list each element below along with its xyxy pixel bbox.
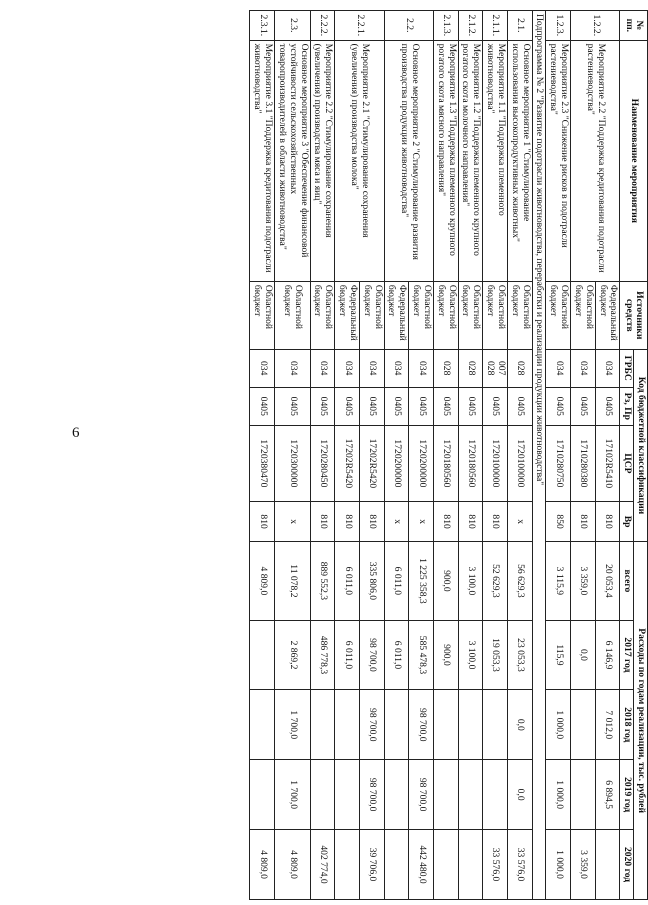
- row-2018: [335, 690, 360, 760]
- row-total: 3 359,0: [571, 542, 596, 620]
- row-rzpr: 0405: [433, 387, 458, 425]
- row-total: 20 053,4: [595, 542, 620, 620]
- row-source: Областной бюджет: [275, 281, 310, 349]
- row-source: Областной бюджет: [310, 281, 335, 349]
- row-grbs: 034: [275, 349, 310, 387]
- header-csr: ЦСР: [620, 425, 634, 501]
- row-2019: [250, 760, 275, 830]
- row-2019: [571, 760, 596, 830]
- row-source: Областной бюджет: [458, 281, 483, 349]
- row-rzpr: 0405: [335, 387, 360, 425]
- row-grbs: 034: [250, 349, 275, 387]
- row-csr: 1710280750: [546, 425, 571, 501]
- row-name: Мероприятие 2.2 "Стимулирование сохранения (увеличения) производства мяса и яиц": [310, 40, 335, 281]
- row-grbs: 034: [571, 349, 596, 387]
- row-2018: 0,0: [507, 690, 532, 760]
- header-2017: 2017 год: [620, 620, 634, 690]
- table-body-a: [546, 11, 620, 900]
- row-grbs: 028: [507, 349, 532, 387]
- row-2017: 6 146,9: [595, 620, 620, 690]
- row-total: 3 100,0: [458, 542, 483, 620]
- row-number: 2.3.: [275, 11, 310, 41]
- budget-table: [250, 10, 648, 900]
- table-row: [595, 11, 620, 900]
- page-number: 6: [72, 425, 80, 441]
- row-2017: 3 100,0: [458, 620, 483, 690]
- row-total: 900,0: [433, 542, 458, 620]
- row-grbs: 028: [433, 349, 458, 387]
- row-2020: 402 774,0: [310, 830, 335, 900]
- row-csr: 17202R5420: [359, 425, 384, 501]
- row-vr: 810: [433, 502, 458, 542]
- row-name: Основное мероприятие 3 "Обеспечение финансовой устойчивости сельскохозяйственных товаропроизводителей в области животноводства": [275, 40, 310, 281]
- row-number: 2.1.1.: [483, 11, 508, 41]
- row-rzpr: 0405: [250, 387, 275, 425]
- row-csr: 1720300000: [275, 425, 310, 501]
- row-source: Областной бюджет: [359, 281, 384, 349]
- row-2019: 1 700,0: [275, 760, 310, 830]
- row-2020: [384, 830, 409, 900]
- row-number: 2.1.: [507, 11, 532, 41]
- row-grbs: 034: [359, 349, 384, 387]
- table-row: [507, 11, 532, 900]
- row-total: 6 011,0: [335, 542, 360, 620]
- row-source: Федеральный бюджет: [384, 281, 409, 349]
- header-2019: 2019 год: [620, 760, 634, 830]
- row-vr: 810: [571, 502, 596, 542]
- row-csr: 1720280450: [310, 425, 335, 501]
- row-name: Мероприятие 2.2 "Поддержка кредитования подотрасли растениеводства": [571, 40, 620, 281]
- row-2017: 23 053,3: [507, 620, 532, 690]
- row-2019: 0,0: [507, 760, 532, 830]
- row-source: Областной бюджет: [483, 281, 508, 349]
- row-rzpr: 0405: [483, 387, 508, 425]
- row-2017: 486 778,3: [310, 620, 335, 690]
- row-rzpr: 0405: [409, 387, 434, 425]
- header-name: Наименование мероприятия: [620, 40, 648, 281]
- row-2018: [310, 690, 335, 760]
- header-2018: 2018 год: [620, 690, 634, 760]
- row-2017: 115,9: [546, 620, 571, 690]
- row-source: Областной бюджет: [433, 281, 458, 349]
- row-rzpr: 0405: [384, 387, 409, 425]
- row-grbs: 028: [458, 349, 483, 387]
- row-total: 52 629,3: [483, 542, 508, 620]
- row-2018: [458, 690, 483, 760]
- row-csr: 17102R5410: [595, 425, 620, 501]
- row-2020: [595, 830, 620, 900]
- header-total: всего: [620, 542, 634, 620]
- row-2017: [250, 620, 275, 690]
- row-2018: 98 700,0: [359, 690, 384, 760]
- row-2020: [335, 830, 360, 900]
- row-csr: 1720100000: [507, 425, 532, 501]
- row-2017: 98 700,0: [359, 620, 384, 690]
- row-2020: 33 576,0: [483, 830, 508, 900]
- row-source: Областной бюджет: [507, 281, 532, 349]
- row-2019: [384, 760, 409, 830]
- row-2018: [483, 690, 508, 760]
- row-vr: х: [384, 502, 409, 542]
- row-grbs: 034: [409, 349, 434, 387]
- row-number: 2.3.1.: [250, 11, 275, 41]
- header-expenses: Расходы по годам реализации, тыс. рублей: [634, 542, 648, 900]
- row-csr: 1720380470: [250, 425, 275, 501]
- row-source: Областной бюджет: [409, 281, 434, 349]
- row-2017: 585 478,3: [409, 620, 434, 690]
- row-grbs: 034: [595, 349, 620, 387]
- row-2020: 4 809,0: [275, 830, 310, 900]
- row-2019: [310, 760, 335, 830]
- row-number: 2.2.: [384, 11, 433, 41]
- header-rzpr: Рз, Пр: [620, 387, 634, 425]
- header-2020: 2020 год: [620, 830, 634, 900]
- row-grbs: 007 028: [483, 349, 508, 387]
- row-name: Мероприятие 2.3 "Снижение рисков в подотрасли растениеводства": [546, 40, 571, 281]
- row-2017: 2 869,2: [275, 620, 310, 690]
- table-row: [310, 11, 335, 900]
- row-vr: 810: [595, 502, 620, 542]
- row-number: 2.1.2.: [458, 11, 483, 41]
- row-csr: 1720100000: [483, 425, 508, 501]
- row-source: Федеральный бюджет: [335, 281, 360, 349]
- row-vr: х: [507, 502, 532, 542]
- row-vr: 810: [310, 502, 335, 542]
- row-2020: 39 706,0: [359, 830, 384, 900]
- row-2018: [250, 690, 275, 760]
- table-row: [458, 11, 483, 900]
- row-csr: 1720200000: [409, 425, 434, 501]
- table-row: [483, 11, 508, 900]
- row-2019: 98 700,0: [409, 760, 434, 830]
- table-row: [546, 11, 571, 900]
- row-source: Областной бюджет: [250, 281, 275, 349]
- table-body-b: [250, 11, 532, 900]
- row-number: 2.2.2.: [310, 11, 335, 41]
- row-2020: 33 576,0: [507, 830, 532, 900]
- header-no: № пп.: [620, 11, 648, 41]
- subprogram-title: Подпрограмма № 2 "Развитие подотрасли животноводства, переработки и реализации продукции животноводства": [532, 11, 546, 900]
- row-source: Федеральный бюджет: [595, 281, 620, 349]
- row-name: Основное мероприятие 2 "Стимулирование развития производства продукции животноводства": [384, 40, 433, 281]
- row-total: 889 552,3: [310, 542, 335, 620]
- row-2020: 4 809,0: [250, 830, 275, 900]
- header-source: Источники средств: [620, 281, 648, 349]
- table-row: [275, 11, 310, 900]
- row-2018: [433, 690, 458, 760]
- row-csr: 1720200000: [384, 425, 409, 501]
- row-vr: 810: [250, 502, 275, 542]
- row-source: Областной бюджет: [546, 281, 571, 349]
- row-2019: 1 000,0: [546, 760, 571, 830]
- row-name: Мероприятие 1.2 "Поддержка племенного крупного рогатого скота молочного направления": [458, 40, 483, 281]
- row-vr: 810: [359, 502, 384, 542]
- row-rzpr: 0405: [507, 387, 532, 425]
- row-number: 2.1.3.: [433, 11, 458, 41]
- row-name: Мероприятие 3.1 "Поддержка кредитования подотрасли животноводства": [250, 40, 275, 281]
- row-total: 335 806,0: [359, 542, 384, 620]
- row-number: 2.2.1.: [335, 11, 384, 41]
- row-source: Областной бюджет: [571, 281, 596, 349]
- row-2017: 6 011,0: [335, 620, 360, 690]
- row-vr: х: [409, 502, 434, 542]
- header-grbs: ГРБС: [620, 349, 634, 387]
- row-2020: 442 480,0: [409, 830, 434, 900]
- row-2017: 0,0: [571, 620, 596, 690]
- row-name: Основное мероприятие 1 "Стимулирование использования высокопродуктивных животных": [507, 40, 532, 281]
- row-2017: 900,0: [433, 620, 458, 690]
- row-total: 56 629,3: [507, 542, 532, 620]
- row-grbs: 034: [546, 349, 571, 387]
- row-name: Мероприятие 2.1 "Стимулирование сохранения (увеличения) производства молока": [335, 40, 384, 281]
- row-2020: 1 000,0: [546, 830, 571, 900]
- row-number: 1.2.2.: [571, 11, 620, 41]
- row-2019: [483, 760, 508, 830]
- row-grbs: 034: [310, 349, 335, 387]
- row-number: 1.2.3.: [546, 11, 571, 41]
- row-2018: 1 000,0: [546, 690, 571, 760]
- row-2020: [433, 830, 458, 900]
- row-total: 4 809,0: [250, 542, 275, 620]
- row-total: 6 011,0: [384, 542, 409, 620]
- row-2017: 19 053,3: [483, 620, 508, 690]
- row-total: 1 225 358,3: [409, 542, 434, 620]
- table-row: [409, 11, 434, 900]
- row-grbs: 034: [384, 349, 409, 387]
- row-name: Мероприятие 1.1 "Поддержка племенного животноводства": [483, 40, 508, 281]
- row-2018: 1 700,0: [275, 690, 310, 760]
- row-name: Мероприятие 1.3 "Поддержка племенного крупного рогатого скота мясного направления": [433, 40, 458, 281]
- row-rzpr: 0405: [458, 387, 483, 425]
- header-kbk: Код бюджетной классификации: [634, 349, 648, 542]
- table-row: [250, 11, 275, 900]
- header-vr: Вр: [620, 502, 634, 542]
- row-csr: 1710280380: [571, 425, 596, 501]
- row-rzpr: 0405: [595, 387, 620, 425]
- row-2020: 3 359,0: [571, 830, 596, 900]
- row-vr: 810: [483, 502, 508, 542]
- row-total: 3 115,9: [546, 542, 571, 620]
- row-total: 11 078,2: [275, 542, 310, 620]
- row-rzpr: 0405: [359, 387, 384, 425]
- table-row: [433, 11, 458, 900]
- section-row: [532, 11, 546, 900]
- row-2020: [458, 830, 483, 900]
- row-grbs: 034: [335, 349, 360, 387]
- row-2018: [571, 690, 596, 760]
- table-body-section: [532, 11, 546, 900]
- table-row: [359, 11, 384, 900]
- row-2018: 98 700,0: [409, 690, 434, 760]
- row-2018: [384, 690, 409, 760]
- row-rzpr: 0405: [571, 387, 596, 425]
- row-rzpr: 0405: [546, 387, 571, 425]
- row-csr: 17202R5420: [335, 425, 360, 501]
- header-row-1: [634, 11, 648, 900]
- row-2019: [458, 760, 483, 830]
- row-vr: 810: [458, 502, 483, 542]
- row-2018: 7 012,0: [595, 690, 620, 760]
- row-2019: [433, 760, 458, 830]
- row-vr: 810: [335, 502, 360, 542]
- row-rzpr: 0405: [275, 387, 310, 425]
- row-2019: 98 700,0: [359, 760, 384, 830]
- rotated-page: [93, 10, 648, 900]
- row-2017: 6 011,0: [384, 620, 409, 690]
- row-csr: 1720180560: [458, 425, 483, 501]
- row-csr: 1720180560: [433, 425, 458, 501]
- row-vr: 850: [546, 502, 571, 542]
- row-2019: [335, 760, 360, 830]
- row-2019: 6 894,5: [595, 760, 620, 830]
- row-vr: х: [275, 502, 310, 542]
- row-rzpr: 0405: [310, 387, 335, 425]
